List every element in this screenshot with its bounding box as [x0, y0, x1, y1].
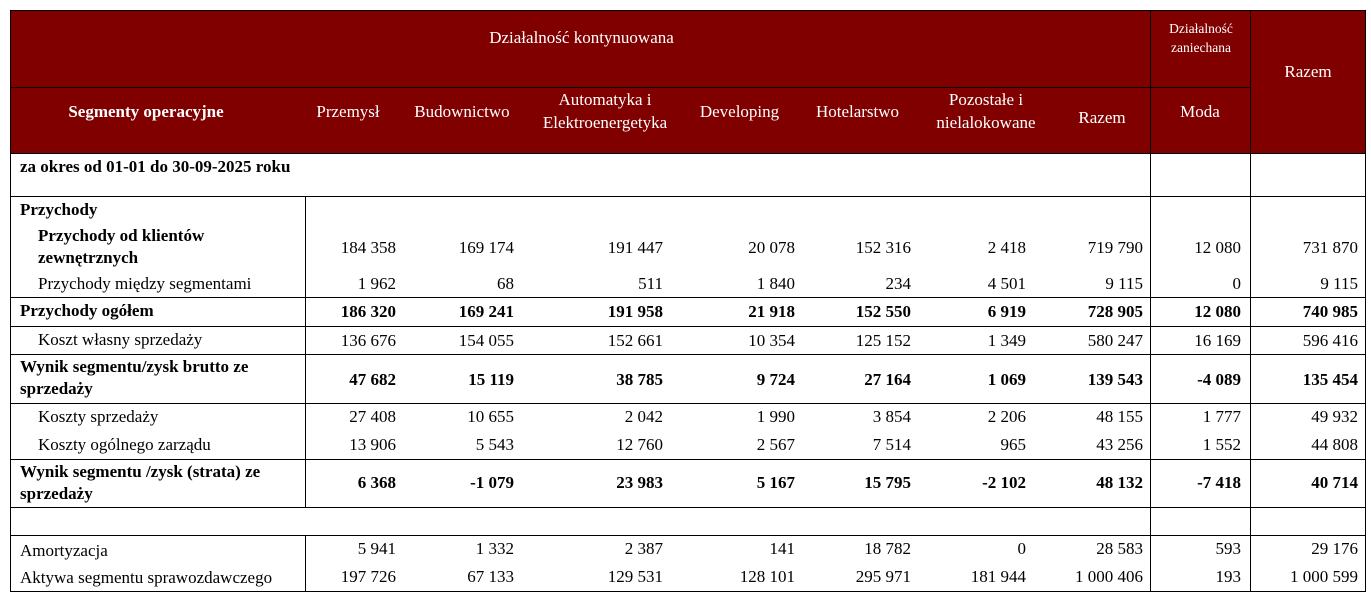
cell: 48 132	[1096, 473, 1143, 492]
cell: 1 000 599	[1290, 567, 1358, 586]
cell: 731 870	[1302, 238, 1358, 257]
cell: 169 174	[458, 238, 514, 257]
cell: 43 256	[1096, 435, 1143, 454]
cell: 9 115	[1320, 274, 1358, 293]
period-label: za okres od 01-01 do 30-09-2025 roku	[20, 157, 291, 176]
header-continued: Działalność kontynuowana	[489, 28, 674, 47]
cell: 23 983	[616, 473, 663, 492]
cell: 0	[1017, 539, 1026, 558]
cell: 169 241	[458, 302, 514, 321]
cell: 15 119	[468, 370, 514, 389]
cell: 596 416	[1302, 331, 1358, 350]
cell: 234	[885, 274, 911, 293]
cell: 1 777	[1202, 407, 1241, 426]
cell: 4 501	[987, 274, 1026, 293]
cell: 2 206	[987, 407, 1026, 426]
cell: 1 552	[1202, 435, 1241, 454]
cell: 191 958	[607, 302, 663, 321]
cell: 1 962	[357, 274, 396, 293]
cell: 152 661	[607, 331, 663, 350]
cell: 965	[1000, 435, 1026, 454]
cell: 27 408	[349, 407, 396, 426]
cell: 27 164	[864, 370, 911, 389]
cell: 5 543	[475, 435, 514, 454]
cell: 40 714	[1311, 473, 1358, 492]
cell: 12 080	[1194, 302, 1241, 321]
cell: 129 531	[607, 567, 663, 586]
row-label-ext: Przychody od klientów zewnętrznych	[38, 226, 205, 267]
cell: 5 941	[357, 539, 396, 558]
cell: 5 167	[756, 473, 795, 492]
header-discontinued: Działalność zaniechana	[1169, 21, 1233, 55]
cell: 18 782	[864, 539, 911, 558]
header-total: Razem	[1284, 62, 1332, 81]
cell: 191 447	[607, 238, 663, 257]
cell: 1 840	[756, 274, 795, 293]
cell: 1 349	[987, 331, 1026, 350]
cell: 728 905	[1087, 302, 1143, 321]
cell: 49 932	[1311, 407, 1358, 426]
col-header-automatyka: Automatyka i Elektroenergetyka	[542, 90, 668, 132]
cell: 580 247	[1087, 331, 1143, 350]
col-header-razem: Razem	[1078, 108, 1126, 127]
col-header-pozostale: Pozostałe i nielalokowane	[936, 90, 1036, 132]
cell: 2 418	[987, 238, 1026, 257]
cell: -4 089	[1197, 370, 1241, 389]
col-header-hotelarstwo: Hotelarstwo	[815, 102, 900, 121]
col-header-developing: Developing	[699, 102, 780, 121]
cell: 3 854	[872, 407, 911, 426]
cell: 2 042	[624, 407, 663, 426]
cell: 125 152	[855, 331, 911, 350]
row-label-inter: Przychody między segmentami	[38, 274, 252, 293]
cell: 197 726	[340, 567, 396, 586]
cell: 6 368	[357, 473, 396, 492]
cell: 128 101	[739, 567, 795, 586]
cell: 68	[497, 274, 514, 293]
cell: 67 133	[467, 567, 514, 586]
cell: -1 079	[470, 473, 514, 492]
cell: 181 944	[970, 567, 1026, 586]
row-label-result: Wynik segmentu /zysk (strata) ze sprzedaży	[20, 462, 261, 503]
cell: 593	[1215, 539, 1241, 558]
cell: 511	[638, 274, 663, 293]
cell: 16 169	[1194, 331, 1241, 350]
row-label-admin: Koszty ogólnego zarządu	[38, 435, 211, 454]
cell: 6 919	[987, 302, 1026, 321]
cell: 28 583	[1096, 539, 1143, 558]
cell: 21 918	[748, 302, 795, 321]
cell: 1 069	[987, 370, 1026, 389]
cell: 13 906	[349, 435, 396, 454]
cell: 12 760	[616, 435, 663, 454]
cell: 1 332	[475, 539, 514, 558]
cell: 135 454	[1302, 370, 1358, 389]
row-label-gross: Wynik segmentu/zysk brutto ze sprzedaży	[20, 357, 249, 398]
cell: 719 790	[1087, 238, 1143, 257]
cell: 7 514	[872, 435, 911, 454]
section-revenue-label: Przychody	[20, 200, 98, 219]
cell: 141	[769, 539, 795, 558]
cell: 139 543	[1087, 370, 1143, 389]
cell: 48 155	[1096, 407, 1143, 426]
col-header-moda: Moda	[1180, 102, 1220, 121]
row-label-cogs: Koszt własny sprzedaży	[38, 330, 203, 349]
cell: 1 990	[756, 407, 795, 426]
cell: 20 078	[748, 238, 795, 257]
cell: 740 985	[1302, 302, 1358, 321]
cell: 1 000 406	[1075, 567, 1143, 586]
cell: 152 316	[855, 238, 911, 257]
cell: 184 358	[340, 238, 396, 257]
cell: 44 808	[1311, 435, 1358, 454]
cell: 0	[1232, 274, 1241, 293]
row-label-assets: Aktywa segmentu sprawozdawczego	[20, 568, 273, 587]
cell: 9 724	[756, 370, 795, 389]
cell: 9 115	[1105, 274, 1143, 293]
col-header-przemysl: Przemysł	[316, 102, 380, 121]
row-label-total-rev: Przychody ogółem	[20, 301, 154, 320]
cell: 10 655	[467, 407, 514, 426]
cell: 38 785	[616, 370, 663, 389]
cell: 152 550	[855, 302, 911, 321]
cell: -7 418	[1197, 473, 1241, 492]
cell: 12 080	[1194, 238, 1241, 257]
row-label-selling: Koszty sprzedaży	[38, 407, 159, 426]
cell: 186 320	[340, 302, 396, 321]
cell: 2 567	[756, 435, 795, 454]
cell: 15 795	[864, 473, 911, 492]
cell: 10 354	[748, 331, 795, 350]
cell: 2 387	[624, 539, 663, 558]
col-header-budownictwo: Budownictwo	[414, 102, 510, 121]
cell: 193	[1215, 567, 1241, 586]
cell: -2 102	[982, 473, 1026, 492]
header-segments-label: Segmenty operacyjne	[68, 102, 224, 121]
cell: 47 682	[349, 370, 396, 389]
cell: 136 676	[340, 331, 396, 350]
cell: 295 971	[855, 567, 911, 586]
row-label-amort: Amortyzacja	[20, 541, 108, 560]
cell: 154 055	[458, 331, 514, 350]
cell: 29 176	[1311, 539, 1358, 558]
